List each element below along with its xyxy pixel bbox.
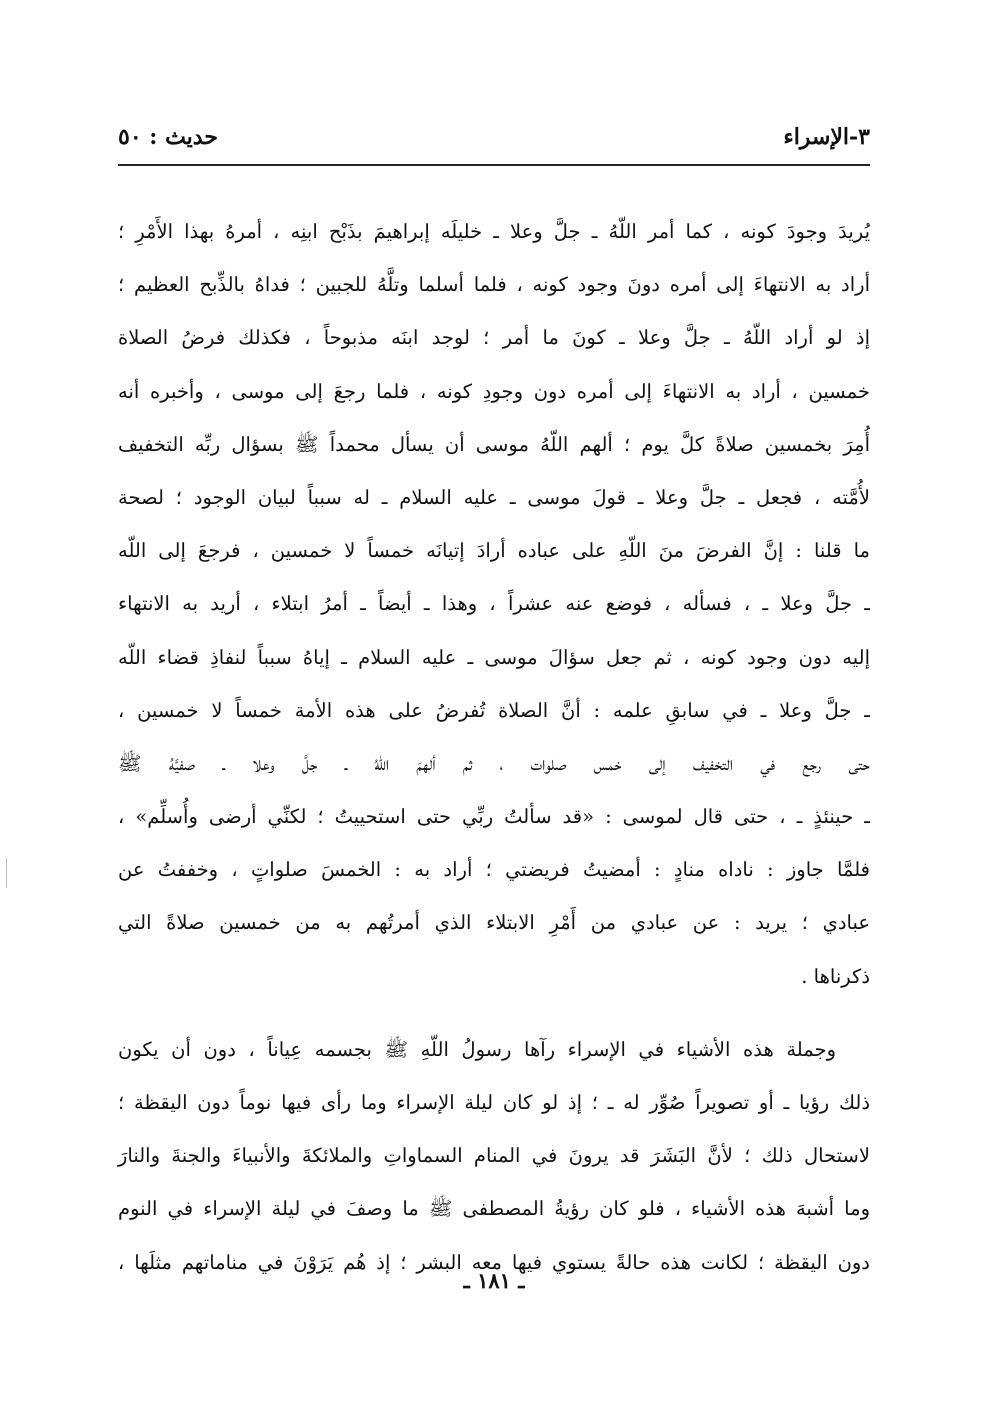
text-line: ذكرناها . — [801, 964, 870, 988]
header-divider — [118, 164, 870, 166]
text-line: وما أشبهَ هذه الأشياء ، فلو كان رؤيةُ المصطفى ﷺ ما وصفَ في ليلة الإسراء في النوم — [118, 1197, 870, 1221]
text-line: ذلك رؤيا ـ أو تصويراً صُوِّر له ـ ؛ إذ لو كان ليلة الإسراء وما رأى فيها نوماً دون اليقظة ؛ — [118, 1091, 870, 1114]
text-line: ـ حينئذٍ ـ ، حتى قال لموسى : «قد سألتُ ربِّي حتى استحييتُ ؛ لكنِّي أرضى وأُسلِّم» ، — [118, 805, 870, 829]
text-line: عبادي ؛ يريد : عن عبادي من أَمْرِ الابتلاء الذي أمرتُهم به من خمسين صلاةً التي — [118, 911, 870, 935]
text-line: أُمِرَ بخمسين صلاةً كلَّ يوم ؛ ألهم اللّهُ موسى أن يسأل محمداً ﷺ بسؤال ربِّه التخفيف — [118, 432, 870, 456]
hadith-number: حديث : ٥٠ — [118, 124, 218, 150]
page-body — [118, 205, 870, 1289]
text-line: إذ لو أراد اللّهُ ـ جلَّ وعلا ـ كونَ ما أمر ؛ لوجد ابنَه مذبوحاً ، فكذلك فرضُ الصلاة — [118, 326, 870, 350]
paragraph — [118, 1023, 870, 1289]
text-line: إليه دون وجود كونه ، ثم جعل سؤالَ موسى ـ عليه السلام ـ إياهُ سبباً لنفاذِ قضاء اللّه — [118, 645, 870, 669]
text-line: ـ جلَّ وعلا ـ في سابقِ علمه : أنَّ الصلاة تُفرضُ على هذه الأمة خمساً لا خمسين ، — [118, 698, 870, 722]
section-title: ٣-الإسراء — [783, 124, 870, 150]
paragraph-spacer — [118, 1003, 870, 1023]
text-line: ـ جلَّ وعلا ـ ، فسأله ، فوضع عنه عشراً ، وهذا ـ أيضاً ـ أمرُ ابتلاء ، أريد به الانتهاء — [118, 592, 870, 616]
text-line: دون اليقظة ؛ لكانت هذه حالةً يستوي فيها معه البشر ؛ إذ هُم يَرَوْنَ في مناماتهم مثلَها ، — [118, 1250, 870, 1274]
text-line: فلمَّا جاوز : ناداه منادٍ : أمضيتُ فريضتي ؛ أراد به : الخمسَ صلواتٍ ، وخففتُ عن — [118, 858, 870, 882]
paragraph — [118, 205, 870, 1003]
text-line: أراد به الانتهاءَ إلى أمره دونَ وجود كونه ، فلما أسلما وتلَّهُ للجبين ؛ فداهُ بالذِّبح العظيم ؛ — [118, 273, 870, 297]
text-line: وجملة هذه الأشياء في الإسراء رآها رسولُ اللّهِ ﷺ بجسمه عِياناً ، دون أن يكون — [118, 1037, 836, 1061]
page-number: ـ ١٨١ ـ — [463, 1268, 525, 1293]
text-line: لاستحال ذلك ؛ لأنَّ البَشَرَ قد يرونَ في المنام السماواتِ والملائكةَ والأنبياءَ والجنةَ والنارَ — [118, 1144, 870, 1168]
text-line: يُريدَ وجودَ كونه ، كما أمر اللّهُ ـ جلَّ وعلا ـ خليلَه إبراهيمَ بذَبْح ابنِه ، أمرهُ بهذا الأَمْرِ ؛ — [118, 220, 870, 243]
text-line: خمسين ، أراد به الانتهاءَ إلى أمره دون وجودِ كونه ، فلما رجعَ إلى موسى ، وأخبره أنه — [118, 379, 870, 403]
text-line: ما قلنا : إنَّ الفرضَ منَ اللّهِ على عباده أرادَ إتيانَه خمساً لا خمسين ، فرجعَ إلى اللّه — [118, 539, 870, 563]
text-line: لأُمَّته ، فجعل ـ جلَّ وعلا ـ قولَ موسى ـ عليه السلام ـ له سبباً لبيان الوجود ؛ لصحة — [118, 485, 870, 509]
text-line: حتى رجع في التخفيف إلى خمس صلوات ، ثم ألهمَ اللّهُ ـ جلَّ وعلا ـ صفيَّهُ ﷺ — [118, 751, 870, 775]
page-header — [118, 118, 870, 158]
scan-margin-mark — [6, 858, 7, 888]
